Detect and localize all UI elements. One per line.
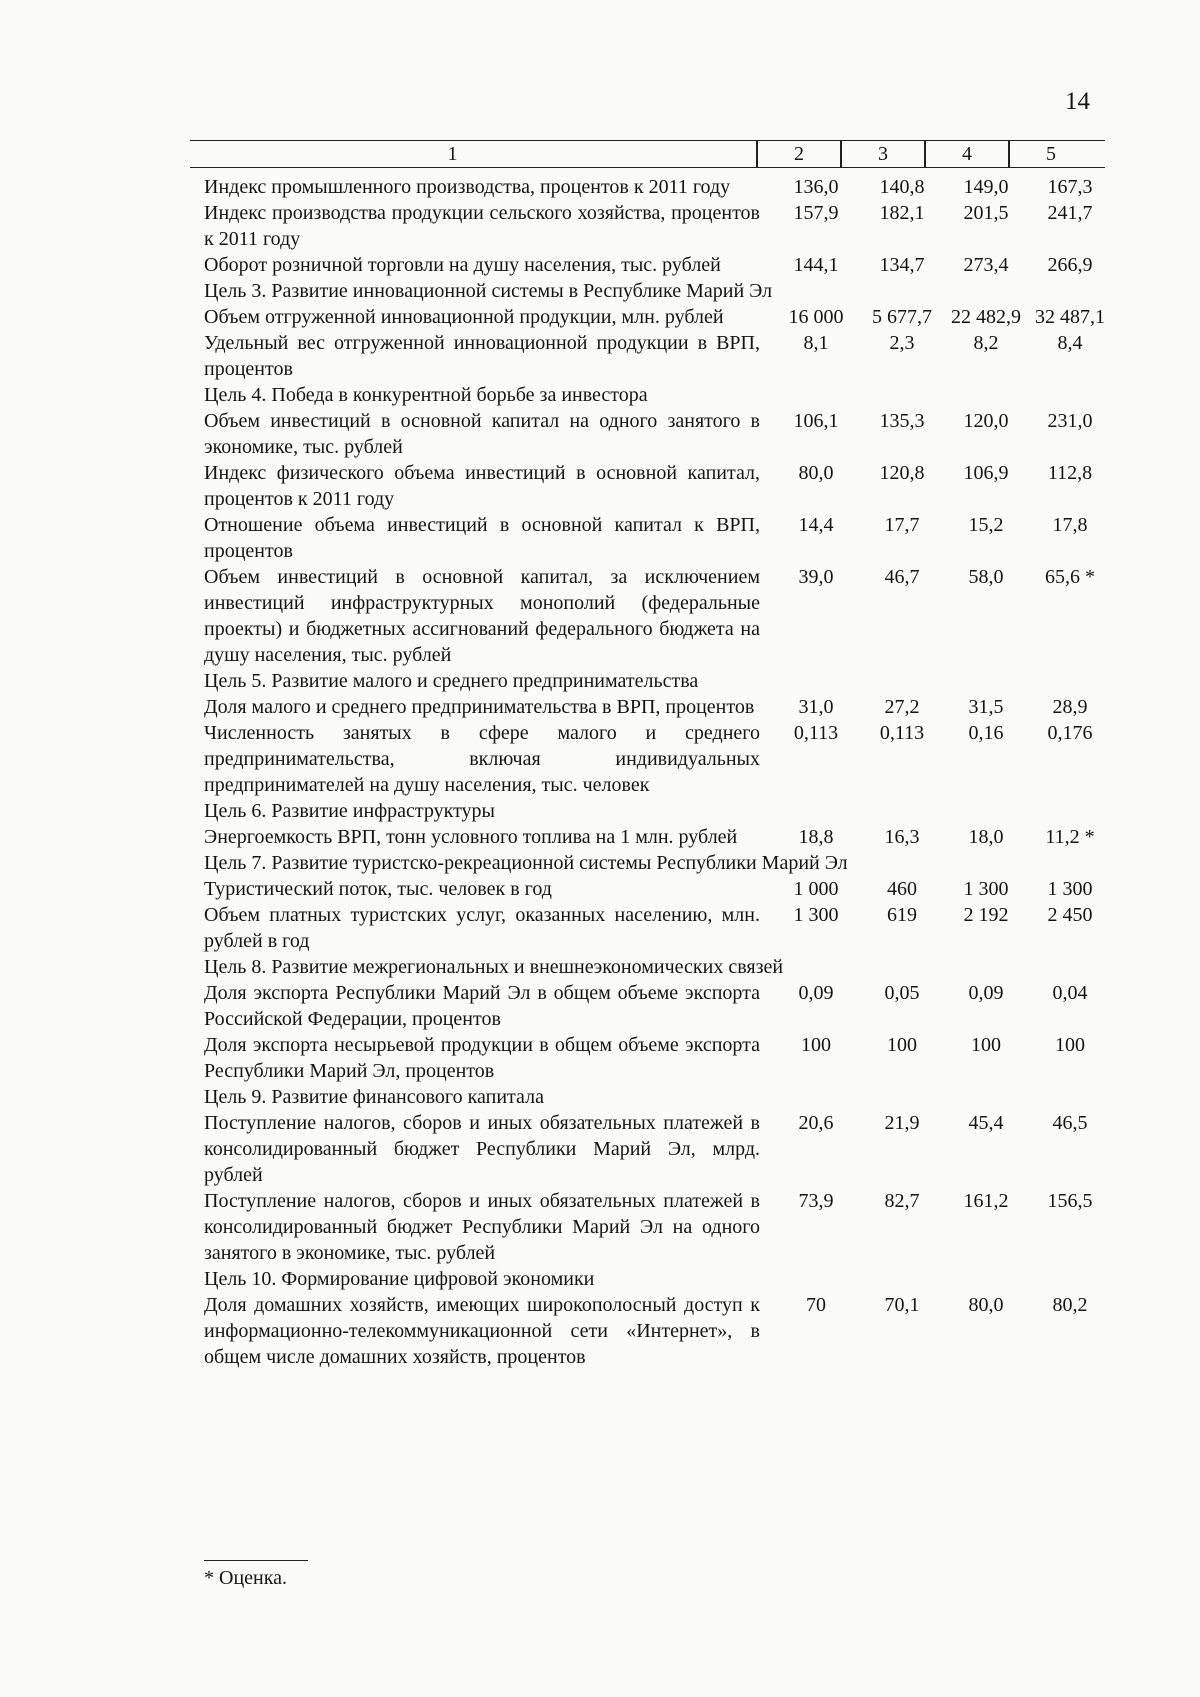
value-col-2: 8,1 <box>803 332 829 354</box>
header-col-5: 5 <box>1046 143 1056 165</box>
value-col-3: 134,7 <box>879 254 925 276</box>
value-col-5: 46,5 <box>1052 1112 1088 1134</box>
value-col-3: 70,1 <box>884 1294 920 1316</box>
value-col-3: 46,7 <box>884 566 920 588</box>
table-row <box>0 1110 1200 1188</box>
value-col-2: 70 <box>806 1294 826 1316</box>
value-col-2: 0,113 <box>793 722 839 744</box>
table-row <box>0 330 1200 382</box>
value-col-4: 8,2 <box>973 332 999 354</box>
value-col-4: 0,16 <box>968 722 1004 744</box>
indicator-label: Оборот розничной торговли на душу населения, тыс. рублей <box>204 254 721 276</box>
table-row <box>0 980 1200 1032</box>
indicator-label: Доля экспорта несырьевой продукции в общем объеме экспорта Республики Марий Эл, процентов <box>204 1034 760 1082</box>
table-row <box>0 902 1200 954</box>
value-col-4: 273,4 <box>963 254 1009 276</box>
goal-row <box>0 382 1200 408</box>
value-col-5: 65,6 * <box>1045 566 1095 588</box>
value-col-4: 1 300 <box>963 878 1009 900</box>
value-col-5: 241,7 <box>1047 202 1093 224</box>
goal-heading: Цель 9. Развитие финансового капитала <box>204 1086 544 1108</box>
value-col-2: 18,8 <box>798 826 834 848</box>
value-col-5: 28,9 <box>1052 696 1088 718</box>
goal-row <box>0 1084 1200 1110</box>
table-row <box>0 304 1200 330</box>
table-row <box>0 174 1200 200</box>
value-col-4: 106,9 <box>963 462 1009 484</box>
value-col-3: 120,8 <box>879 462 925 484</box>
value-col-2: 100 <box>801 1034 831 1056</box>
indicator-label: Туристический поток, тыс. человек в год <box>204 878 552 900</box>
indicator-label: Отношение объема инвестиций в основной капитал к ВРП, процентов <box>204 514 760 562</box>
table-body <box>0 174 1200 1370</box>
table-row <box>0 252 1200 278</box>
goal-heading: Цель 5. Развитие малого и среднего предпринимательства <box>204 670 699 692</box>
value-col-3: 140,8 <box>879 176 925 198</box>
indicator-label: Объем инвестиций в основной капитал, за исключением инвестиций инфраструктурных монополий (федеральные проекты) и бюджетных ассигнований федерального бюджета на душу населения, тыс. рублей <box>204 566 760 666</box>
value-col-5: 80,2 <box>1052 1294 1088 1316</box>
goal-row <box>0 278 1200 304</box>
value-col-5: 231,0 <box>1047 410 1093 432</box>
goal-heading: Цель 8. Развитие межрегиональных и внешнеэкономических связей <box>204 956 784 978</box>
value-col-5: 0,04 <box>1052 982 1088 1004</box>
table-row <box>0 200 1200 252</box>
indicator-label: Объем инвестиций в основной капитал на одного занятого в экономике, тыс. рублей <box>204 410 760 458</box>
value-col-3: 5 677,7 <box>872 306 932 328</box>
value-col-4: 45,4 <box>968 1112 1004 1134</box>
value-col-4: 58,0 <box>968 566 1004 588</box>
goal-heading: Цель 6. Развитие инфраструктуры <box>204 800 495 822</box>
footnote: * Оценка. <box>204 1567 288 1589</box>
value-col-2: 106,1 <box>793 410 839 432</box>
value-col-3: 16,3 <box>884 826 920 848</box>
value-col-3: 619 <box>887 904 917 926</box>
indicator-label: Индекс физического объема инвестиций в основной капитал, процентов к 2011 году <box>204 462 760 510</box>
value-col-2: 31,0 <box>798 696 834 718</box>
value-col-5: 167,3 <box>1047 176 1093 198</box>
value-col-3: 460 <box>887 878 917 900</box>
value-col-2: 39,0 <box>798 566 834 588</box>
value-col-4: 149,0 <box>963 176 1009 198</box>
value-col-3: 27,2 <box>884 696 920 718</box>
indicator-label: Доля малого и среднего предпринимательства в ВРП, процентов <box>204 696 755 718</box>
value-col-4: 0,09 <box>968 982 1004 1004</box>
value-col-4: 22 482,9 <box>951 306 1021 328</box>
value-col-5: 1 300 <box>1047 878 1093 900</box>
table-row <box>0 460 1200 512</box>
value-col-2: 1 000 <box>793 878 839 900</box>
value-col-4: 120,0 <box>963 410 1009 432</box>
table-row <box>0 720 1200 798</box>
table-row <box>0 512 1200 564</box>
table-row <box>0 408 1200 460</box>
header-col-4: 4 <box>962 143 972 165</box>
goal-row <box>0 668 1200 694</box>
value-col-5: 32 487,1 <box>1035 306 1105 328</box>
value-col-5: 8,4 <box>1057 332 1083 354</box>
value-col-3: 100 <box>887 1034 917 1056</box>
value-col-5: 11,2 * <box>1045 826 1095 848</box>
indicator-label: Энергоемкость ВРП, тонн условного топлива на 1 млн. рублей <box>204 826 738 848</box>
indicator-label: Удельный вес отгруженной инновационной продукции в ВРП, процентов <box>204 332 760 380</box>
indicator-label: Индекс производства продукции сельского хозяйства, процентов к 2011 году <box>204 202 760 250</box>
goal-row <box>0 954 1200 980</box>
table-row <box>0 694 1200 720</box>
table-header <box>190 140 1105 168</box>
goal-row <box>0 798 1200 824</box>
value-col-2: 16 000 <box>788 306 844 328</box>
goal-heading: Цель 7. Развитие туристско-рекреационной системы Республики Марий Эл <box>204 852 848 874</box>
value-col-5: 2 450 <box>1047 904 1093 926</box>
value-col-3: 2,3 <box>889 332 915 354</box>
goal-row <box>0 1266 1200 1292</box>
value-col-2: 157,9 <box>793 202 839 224</box>
value-col-2: 73,9 <box>798 1190 834 1212</box>
indicator-label: Доля экспорта Республики Марий Эл в общем объеме экспорта Российской Федерации, процентов <box>204 982 760 1030</box>
goal-heading: Цель 3. Развитие инновационной системы в Республике Марий Эл <box>204 280 773 302</box>
header-col-1: 1 <box>447 143 458 165</box>
value-col-3: 182,1 <box>879 202 925 224</box>
value-col-4: 31,5 <box>968 696 1004 718</box>
value-col-5: 17,8 <box>1052 514 1088 536</box>
value-col-2: 80,0 <box>798 462 834 484</box>
value-col-2: 136,0 <box>793 176 839 198</box>
value-col-3: 0,05 <box>884 982 920 1004</box>
value-col-2: 1 300 <box>793 904 839 926</box>
value-col-4: 100 <box>971 1034 1001 1056</box>
table-row <box>0 1188 1200 1266</box>
value-col-4: 80,0 <box>968 1294 1004 1316</box>
goal-heading: Цель 10. Формирование цифровой экономики <box>204 1268 595 1290</box>
value-col-2: 14,4 <box>798 514 834 536</box>
table-row <box>0 1032 1200 1084</box>
value-col-4: 15,2 <box>968 514 1004 536</box>
goal-row <box>0 850 1200 876</box>
indicator-label: Поступление налогов, сборов и иных обязательных платежей в консолидированный бюджет Республики Марий Эл на одного занятого в экономике, тыс. рублей <box>204 1190 760 1264</box>
value-col-2: 0,09 <box>798 982 834 1004</box>
value-col-3: 17,7 <box>884 514 920 536</box>
indicator-label: Поступление налогов, сборов и иных обязательных платежей в консолидированный бюджет Республики Марий Эл, млрд. рублей <box>204 1112 760 1186</box>
value-col-4: 2 192 <box>963 904 1009 926</box>
value-col-5: 266,9 <box>1047 254 1093 276</box>
footnote-divider <box>204 1560 308 1561</box>
table-row <box>0 564 1200 668</box>
value-col-3: 0,113 <box>879 722 925 744</box>
indicator-label: Объем отгруженной инновационной продукции, млн. рублей <box>204 306 724 328</box>
value-col-5: 0,176 <box>1047 722 1093 744</box>
value-col-5: 156,5 <box>1047 1190 1093 1212</box>
indicator-label: Объем платных туристских услуг, оказанных населению, млн. рублей в год <box>204 904 760 952</box>
value-col-3: 82,7 <box>884 1190 920 1212</box>
value-col-3: 21,9 <box>884 1112 920 1134</box>
value-col-3: 135,3 <box>879 410 925 432</box>
value-col-4: 161,2 <box>963 1190 1009 1212</box>
header-col-2: 2 <box>794 143 804 165</box>
indicator-label: Численность занятых в сфере малого и среднего предпринимательства, включая индивидуальных предпринимателей на душу населения, тыс. человек <box>204 722 760 796</box>
value-col-2: 20,6 <box>798 1112 834 1134</box>
indicator-label: Индекс промышленного производства, процентов к 2011 году <box>204 176 731 198</box>
table-row <box>0 876 1200 902</box>
value-col-4: 201,5 <box>963 202 1009 224</box>
page-number: 14 <box>1065 88 1090 115</box>
table-row <box>0 824 1200 850</box>
table-row <box>0 1292 1200 1370</box>
indicator-label: Доля домашних хозяйств, имеющих широкополосный доступ к информационно-телекоммуникационной сети «Интернет», в общем числе домашних хозяйств, процентов <box>204 1294 760 1368</box>
value-col-5: 112,8 <box>1047 462 1093 484</box>
value-col-4: 18,0 <box>968 826 1004 848</box>
value-col-5: 100 <box>1055 1034 1085 1056</box>
value-col-2: 144,1 <box>793 254 839 276</box>
header-col-3: 3 <box>878 143 888 165</box>
goal-heading: Цель 4. Победа в конкурентной борьбе за инвестора <box>204 384 648 406</box>
